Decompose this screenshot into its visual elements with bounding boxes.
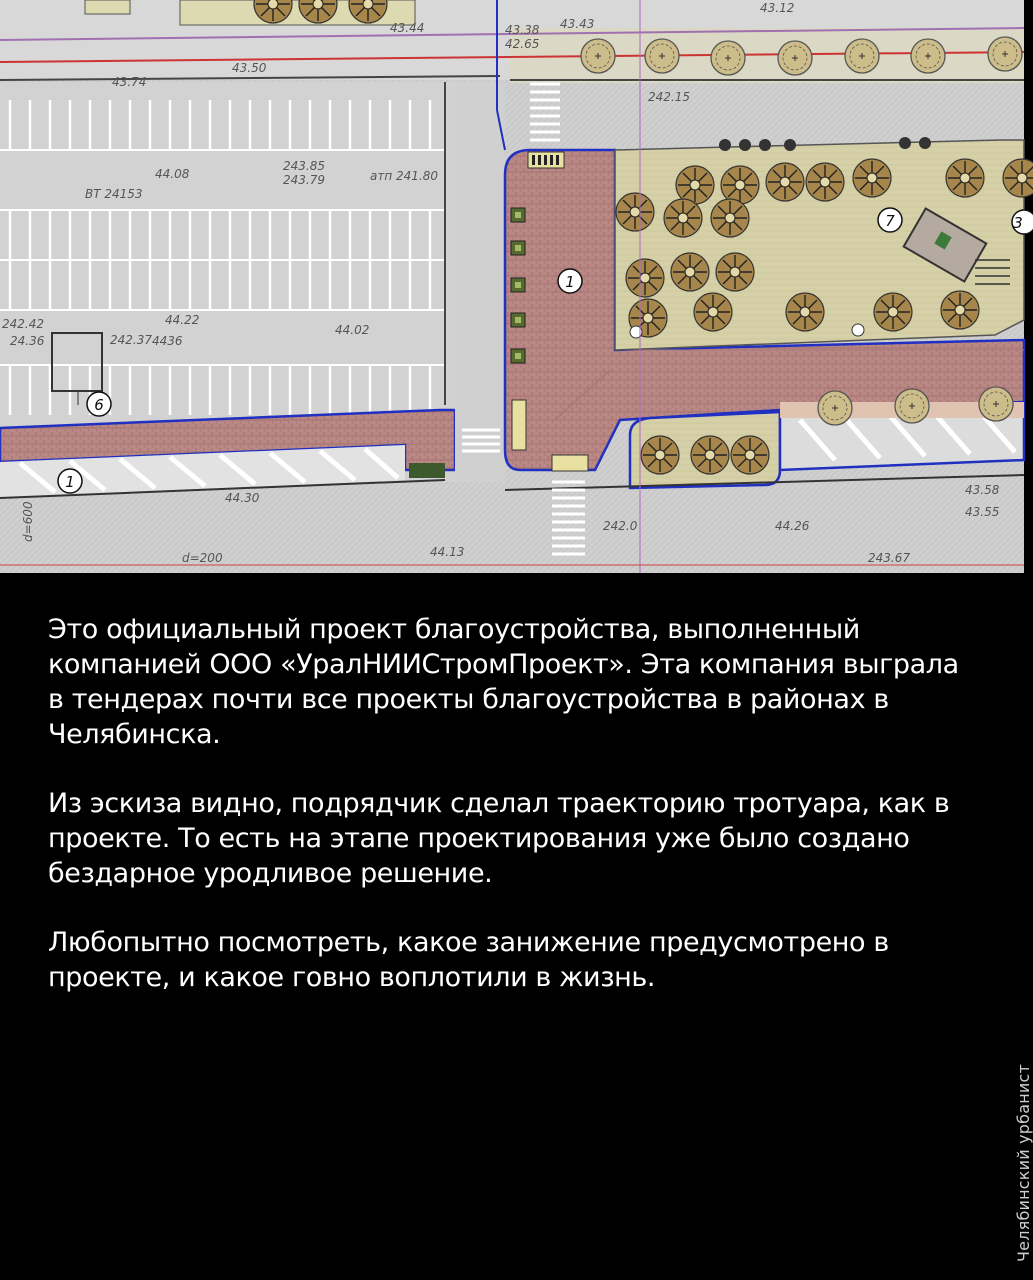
paragraph-sketch-observation: Из эскиза видно, подрядчик сделал траекторию тротуара, как в проекте. То есть на этапе проектирования уже было создано бездарное уродливое решение.: [48, 788, 950, 889]
svg-text:4436: 4436: [152, 334, 183, 348]
svg-text:43.50: 43.50: [232, 61, 267, 75]
svg-text:44.26: 44.26: [775, 519, 810, 533]
svg-text:44.02: 44.02: [335, 323, 370, 337]
svg-text:43.38: 43.38: [505, 23, 540, 37]
svg-text:243.85: 243.85: [283, 159, 325, 173]
svg-text:242.37: 242.37: [110, 333, 152, 347]
svg-text:1: 1: [65, 473, 75, 491]
svg-text:43.43: 43.43: [560, 17, 595, 31]
callout-1-left: [58, 469, 82, 493]
callout-7: [878, 208, 902, 232]
svg-text:d=200: d=200: [182, 551, 223, 565]
post-text: [48, 612, 978, 1029]
svg-text:43.12: 43.12: [760, 1, 795, 15]
svg-text:d=600: d=600: [21, 501, 35, 542]
svg-text:42.65: 42.65: [505, 37, 540, 51]
svg-text:242.15: 242.15: [648, 90, 690, 104]
svg-text:3: 3: [1013, 214, 1023, 232]
svg-text:24.36: 24.36: [10, 334, 45, 348]
svg-text:ВТ 24153: ВТ 24153: [85, 187, 143, 201]
svg-text:44.22: 44.22: [165, 313, 200, 327]
svg-text:атп 241.80: атп 241.80: [370, 169, 438, 183]
svg-text:6: 6: [94, 396, 104, 414]
callout-6: [87, 392, 111, 416]
svg-text:1: 1: [565, 273, 575, 291]
svg-text:242.0: 242.0: [603, 519, 638, 533]
svg-text:7: 7: [885, 212, 895, 230]
svg-text:44.13: 44.13: [430, 545, 465, 559]
paragraph-curiosity: Любопытно посмотреть, какое занижение предусмотрено в проекте, и какое говно воплотили в жизнь.: [48, 927, 889, 993]
svg-text:44.08: 44.08: [155, 167, 190, 181]
channel-name-label: Челябинский урбанист: [1014, 1063, 1033, 1262]
callout-3: [1012, 210, 1033, 234]
svg-text:43.44: 43.44: [390, 21, 425, 35]
svg-text:43.55: 43.55: [965, 505, 1000, 519]
site-plan-drawing: [0, 0, 1024, 573]
svg-text:43.74: 43.74: [112, 75, 147, 89]
svg-text:243.79: 243.79: [283, 173, 325, 187]
svg-text:43.58: 43.58: [965, 483, 1000, 497]
callout-1-plaza: [558, 269, 582, 293]
svg-text:242.42: 242.42: [2, 317, 44, 331]
svg-text:44.30: 44.30: [225, 491, 260, 505]
svg-text:243.67: 243.67: [868, 551, 910, 565]
paragraph-project-info: Это официальный проект благоустройства, выполненный компанией ООО «УралНИИСтромПроект». Эта компания выграла в тендерах почти все проекты благоустройства в районах в Челябинска.: [48, 614, 959, 750]
